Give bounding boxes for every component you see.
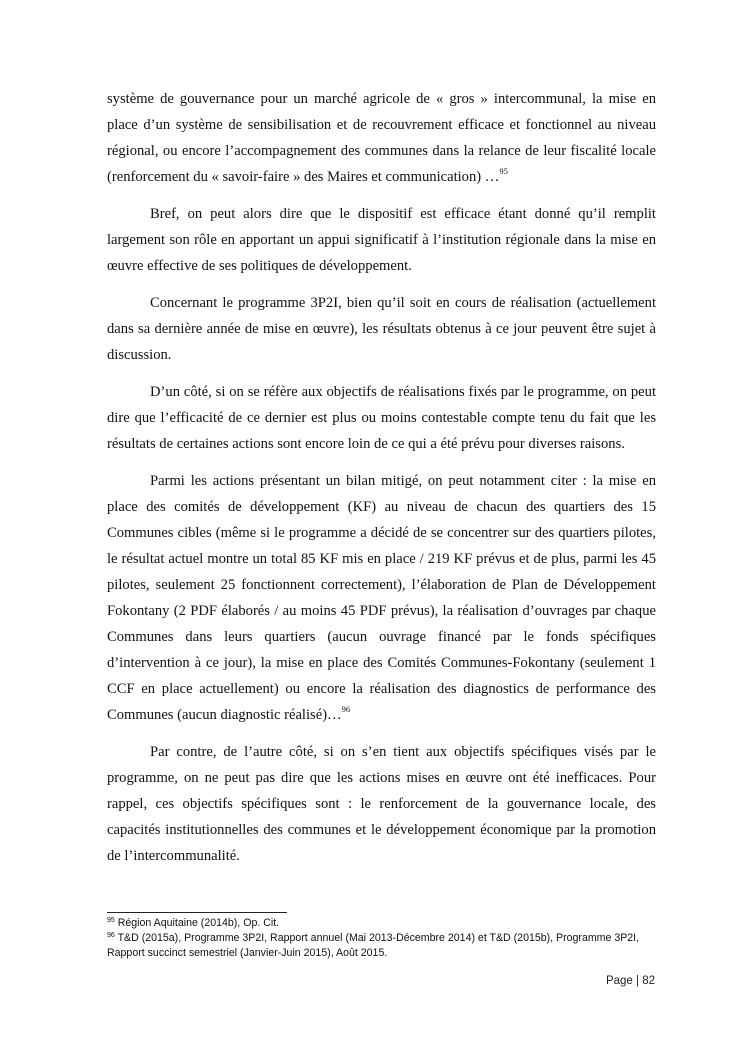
paragraph-6-text: Par contre, de l’autre côté, si on s’en tient aux objectifs spécifiques visés par le programme, on ne peut pas dire que les actions mises en œuvre ont été inefficaces. Pour rappel, ces objectifs spécifiques sont : le renforcement de la gouvernance locale, des capacités institutionnelles des communes et le développement économique par la promotion de l’intercommunalité.: [107, 744, 656, 864]
paragraph-2-text: Bref, on peut alors dire que le dispositif est efficace étant donné qu’il remplit largement son rôle en apportant un appui significatif à l’institution régionale dans la mise en œuvre effective de ses politiques de développement.: [107, 206, 656, 274]
footnote-ref-95[interactable]: 95: [499, 166, 508, 176]
paragraph-1: [107, 86, 656, 190]
paragraph-1-text: système de gouvernance pour un marché agricole de « gros » intercommunal, la mise en place d’un système de sensibilisation et de recouvrement efficace et fonctionnel au niveau régional, ou encore l’accompagnement des communes dans la relance de leur fiscalité locale (renforcement du « savoir-faire » des Maires et communication) …: [107, 91, 656, 185]
page-number: Page | 82: [605, 975, 655, 987]
footnote-96-number: 96: [107, 932, 115, 939]
footnote-95-text: Région Aquitaine (2014b), Op. Cit.: [117, 917, 280, 929]
paragraph-6: [107, 739, 656, 869]
footnote-95-number: 95: [107, 917, 115, 924]
paragraph-5: [107, 468, 656, 728]
footnote-96-text: T&D (2015a), Programme 3P2I, Rapport annuel (Mai 2013-Décembre 2014) et T&D (2015b), Programme 3P2I, Rapport succinct semestriel (Janvier-Juin 2015), Août 2015.: [107, 932, 640, 959]
document-body: [107, 86, 656, 869]
footnote-separator: [107, 912, 287, 913]
paragraph-3-text: Concernant le programme 3P2I, bien qu’il soit en cours de réalisation (actuellement dans sa dernière année de mise en œuvre), les résultats obtenus à ce jour peuvent être sujet à discussion.: [107, 295, 656, 363]
footnotes-section: [107, 912, 656, 961]
footnote-ref-96[interactable]: 96: [341, 704, 351, 714]
footnote-96: [107, 931, 656, 961]
footnote-95: [107, 916, 656, 931]
paragraph-2: [107, 201, 656, 279]
paragraph-4: [107, 379, 656, 457]
paragraph-5-text: Parmi les actions présentant un bilan mitigé, on peut notamment citer : la mise en place des comités de développement (KF) au niveau de chacun des quartiers des 15 Communes cibles (même si le programme a décidé de se concentrer sur des quartiers pilotes, le résultat actuel montre un total 85 KF mis en place / 219 KF prévus et de plus, parmi les 45 pilotes, seulement 25 fonctionnent correctement), l’élaboration de Plan de Développement Fokontany (2 PDF élaborés / au moins 45 PDF prévus), la réalisation d’ouvrages par chaque Communes dans leurs quartiers (aucun ouvrage financé par le fonds spécifiques d’intervention à ce jour), la mise en place des Comités Communes-Fokontany (seulement 1 CCF en place actuellement) ou encore la réalisation des diagnostics de performance des Communes (aucun diagnostic réalisé)…: [107, 473, 656, 723]
paragraph-3: [107, 290, 656, 368]
paragraph-4-text: D’un côté, si on se réfère aux objectifs de réalisations fixés par le programme, on peut dire que l’efficacité de ce dernier est plus ou moins contestable compte tenu du fait que les résultats de certaines actions sont encore loin de ce qui a été prévu pour diverses raisons.: [107, 384, 656, 452]
